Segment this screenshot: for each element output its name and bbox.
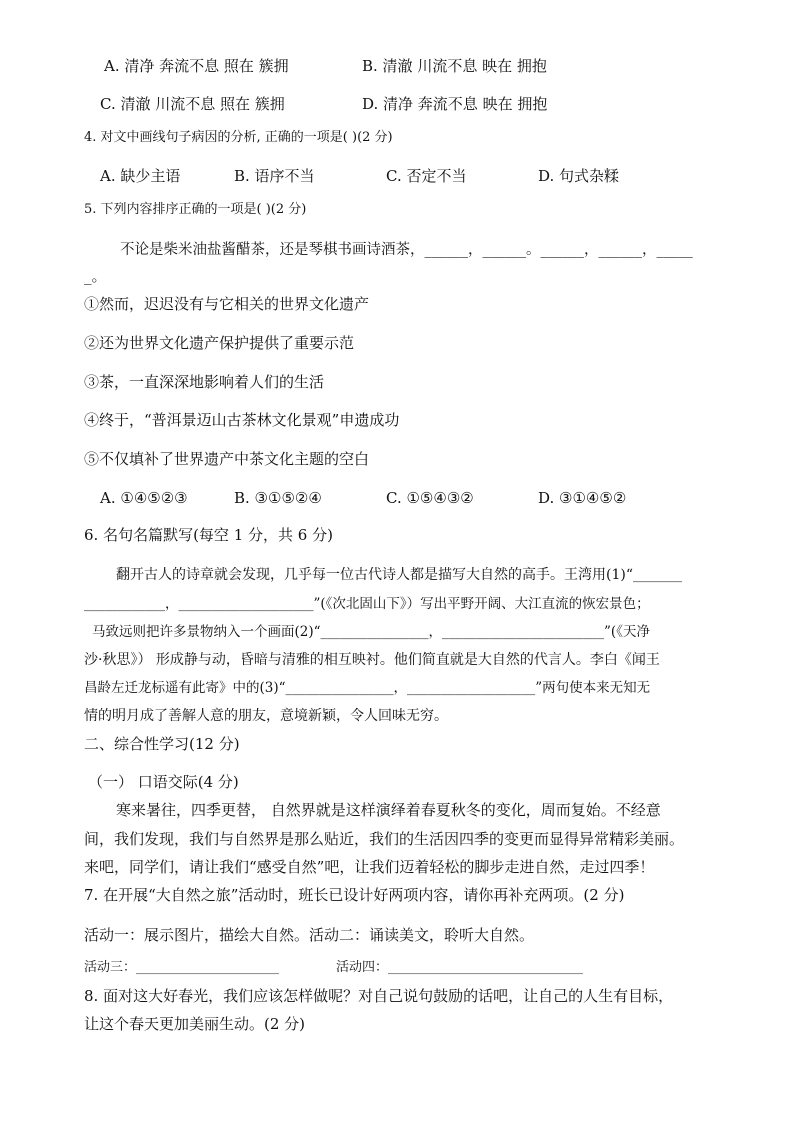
q5-item-5: ⑤不仅填补了世界遗产中茶文化主题的空白 [84,450,370,468]
q5-option-a: A. ①④⑤②③ [100,489,188,507]
q6-heading: 6. 名句名篇默写(每空 1 分，共 6 分) [84,526,333,544]
section2-para-line2: 间，我们发现，我们与自然界是那么贴近，我们的生活因四季的变更而显得异常精彩美丽。 [84,830,685,848]
q4-option-c: C. 否定不当 [386,167,467,185]
q5-passage-line1: 不论是柴米油盐酱醋茶，还是琴棋书画诗酒茶，______，______。______，______，_____ [120,242,693,258]
q8-stem-line1: 8. 面对这大好春光，我们应该怎样做呢？对自己说句鼓励的话吧，让自己的人生有目标， [84,987,674,1005]
q6-line-4: 沙·秋思》） 形成静与动，昏暗与清雅的相互映衬。他们简直就是大自然的代言人。李白《闻王 [84,652,660,668]
section2-heading: 二、综合性学习(12 分) [84,735,240,753]
q6-line-6: 情的明月成了善解人意的朋友，意境新颖，令人回味无穷。 [84,708,448,724]
q4-stem: 4. 对文中画线句子病因的分析, 正确的一项是( )(2 分) [84,130,393,145]
q7-activity3: 活动三：______________________ [84,960,280,975]
q6-line-2: ____________，____________________”(《次北固山下》）写出平野开阔、大江直流的恢宏景色； [84,596,650,612]
q5-stem: 5. 下列内容排序正确的一项是( )(2 分) [84,202,307,217]
q5-item-3: ③茶，一直深深地影响着人们的生活 [84,373,325,391]
q3-option-b: B. 清澈 川流不息 映在 拥抱 [362,57,547,75]
q5-item-2: ②还为世界文化遗产保护提供了重要示范 [84,334,355,352]
q3-option-d: D. 清净 奔流不息 映在 拥抱 [362,95,548,113]
q4-option-a: A. 缺少主语 [100,167,181,185]
q5-passage-line2: _。 [84,267,107,285]
q5-item-4: ④终于，“普洱景迈山古茶林文化景观”申遗成功 [84,411,400,429]
q7-given-activities: 活动一：展示图片，描绘大自然。活动二：诵读美文，聆听大自然。 [84,926,535,944]
q4-option-b: B. 语序不当 [234,167,315,185]
section2-sub1: （一） 口语交际(4 分) [88,773,239,791]
q5-item-1: ①然而，迟迟没有与它相关的世界文化遗产 [84,295,370,313]
q6-line-1: 翻开古人的诗章就会发现，几乎每一位古代诗人都是描写大自然的高手。王湾用(1)“_______ [116,567,682,583]
q5-option-d: D. ③①④⑤② [538,489,627,507]
q3-option-c: C. 清澈 川流不息 照在 簇拥 [100,95,285,113]
section2-para-line1: 寒来暑往，四季更替， 自然界就是这样演绎着春夏秋冬的变化，周而复始。不经意 [116,801,661,819]
q7-stem: 7. 在开展“大自然之旅”活动时，班长已设计好两项内容，请你再补充两项。(2 分) [84,886,625,904]
q4-option-d: D. 句式杂糅 [538,167,620,185]
q3-option-a: A. 清净 奔流不息 照在 簇拥 [104,57,289,75]
q8-stem-line2: 让这个春天更加美丽生动。(2 分) [84,1015,306,1033]
q6-line-3: 马致远则把许多景物纳入一个画面(2)“________________，________________________”(《天净 [92,624,650,640]
q6-line-5: 昌龄左迁龙标遥有此寄》中的(3)“________________，___________________”两句使本来无知无 [84,680,651,696]
q7-activity4: 活动四：______________________________ [336,960,584,975]
section2-para-line3: 来吧，同学们，请让我们“感受自然”吧，让我们迈着轻松的脚步走进自然，走过四季！ [84,858,655,876]
q5-option-c: C. ①⑤④③② [386,489,474,507]
q5-option-b: B. ③①⑤②④ [234,489,322,507]
